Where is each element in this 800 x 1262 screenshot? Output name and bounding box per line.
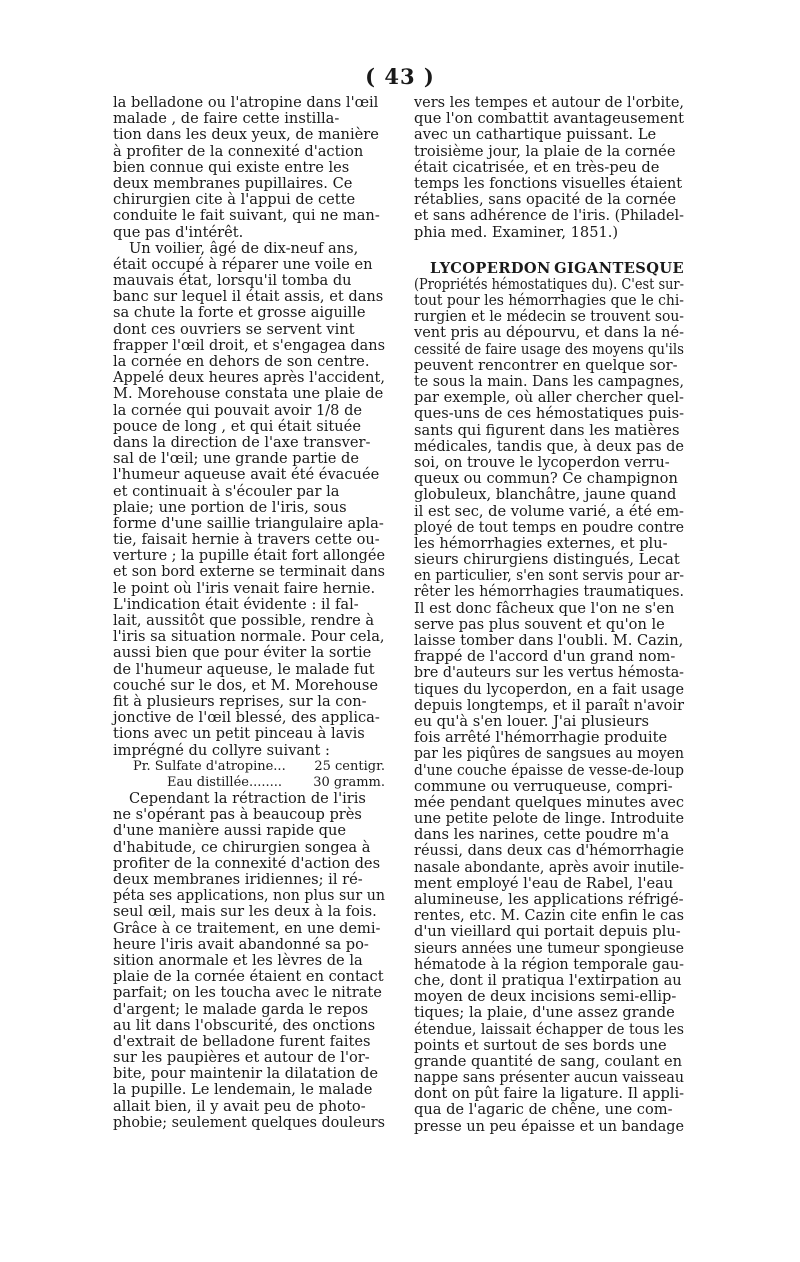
text-line: bre d'auteurs sur les vertus hémosta- [414, 664, 684, 682]
text-line: ne s'opérant pas à beaucoup près [113, 806, 362, 824]
text-line: tie, faisait hernie à travers cette ou- [113, 531, 380, 549]
text-line: pouce de long , et qui était située [113, 417, 361, 435]
text-line: ployé de tout temps en poudre contre [414, 518, 684, 536]
text-line: était occupé à réparer une voile en [113, 255, 373, 273]
text-line: seul œil, mais sur les deux à la fois. [113, 903, 377, 921]
left-paragraphs-2 [113, 791, 385, 1131]
prescription-dose-2: 30 gramm. [313, 774, 385, 790]
text-line: sieurs années une tumeur spongieuse [414, 939, 684, 957]
text-line: une petite pelote de linge. Introduite [414, 810, 684, 828]
text-line: parfait; on les toucha avec le nitrate [113, 984, 382, 1002]
text-line: l'iris sa situation normale. Pour cela, [113, 628, 385, 646]
text-line: mauvais état, lorsqu'il tomba du [113, 272, 352, 290]
section-gap [414, 241, 684, 261]
text-line: points et surtout de ses bords une [414, 1036, 667, 1054]
text-line: tiques; la plaie, d'une assez grande [414, 1004, 675, 1022]
prescription-item-2: Eau distillée........ [167, 774, 283, 790]
text-line: soi, on trouve le lycoperdon verru- [414, 453, 670, 471]
text-line: bien connue qui existe entre les [113, 158, 350, 176]
text-line: eu qu'à s'en louer. J'ai plusieurs [414, 712, 650, 730]
text-line: tion dans les deux yeux, de manière [113, 126, 379, 144]
prescription-dose-1: 25 centigr. [314, 758, 385, 774]
text-line: imprégné du collyre suivant : [113, 741, 330, 759]
text-line: le point où l'iris venait faire hernie. [113, 579, 376, 597]
text-line: et son bord externe se terminait dans [113, 563, 385, 581]
text-line: L'indication était évidente : il fal- [113, 595, 359, 613]
text-line: jonctive de l'œil blessé, des applica- [113, 709, 380, 727]
text-line: péta ses applications, non plus sur un [113, 887, 385, 905]
text-line: couché sur le dos, et M. Morehouse [113, 676, 378, 694]
text-line: queux ou commun? Ce champignon [414, 470, 678, 488]
text-line: te sous la main. Dans les campagnes, [414, 373, 684, 390]
text-line: deux membranes pupillaires. Ce [113, 174, 353, 192]
text-line: plaie de la cornée étaient en contact [113, 968, 384, 986]
text-line: vent pris au dépourvu, et dans la né- [414, 324, 684, 342]
text-line: qua de l'agaric de chêne, une com- [414, 1101, 673, 1119]
text-line: Cependant la rétraction de l'iris [129, 790, 366, 808]
text-line: grande quantité de sang, coulant en [414, 1052, 683, 1070]
text-line: et sans adhérence de l'iris. (Philadel- [414, 207, 684, 225]
text-line: tiques du lycoperdon, en a fait usage [414, 680, 684, 698]
prescription-line-1 [113, 759, 385, 775]
text-line: malade , de faire cette instilla- [113, 110, 340, 128]
text-line: presse un peu épaisse et un bandage [414, 1117, 684, 1135]
text-line: tout pour les hémorrhagies que le chi- [414, 292, 684, 310]
text-line: et continuait à s'écouler par la [113, 482, 340, 500]
text-line: temps les fonctions visuelles étaient [414, 174, 683, 192]
text-line: réussi, dans deux cas d'hémorrhagie [414, 842, 684, 860]
text-line: dont ces ouvriers se servent vint [113, 320, 355, 338]
right-paragraphs [414, 95, 684, 241]
text-line: étendue, laissait échapper de tous les [414, 1020, 684, 1038]
left-paragraphs [113, 95, 385, 759]
text-line: au lit dans l'obscurité, des onctions [113, 1016, 376, 1034]
text-line: l'humeur aqueuse avait été évacuée [113, 466, 380, 484]
text-line: verture ; la pupille était fort allongée [113, 547, 385, 565]
text-line: médicales, tandis que, à deux pas de [414, 437, 684, 455]
text-line: la cornée en dehors de son centre. [113, 353, 370, 370]
text-line: hématode à la région temporale gau- [414, 955, 684, 973]
text-line: laisse tomber dans l'oubli. M. Cazin, [414, 632, 684, 649]
text-line: les hémorrhagies externes, et plu- [414, 534, 668, 552]
text-line: troisième jour, la plaie de la cornée [414, 142, 676, 160]
text-line: depuis longtemps, et il paraît n'avoir [414, 696, 684, 714]
text-line: che, dont il pratiqua l'extirpation au [414, 971, 682, 989]
text-line: il est sec, de volume varié, a été em- [414, 502, 684, 520]
text-line: commune ou verruqueuse, compri- [414, 777, 673, 795]
text-line: dans les narines, cette poudre m'a [414, 826, 670, 844]
text-line: chirurgien cite à l'appui de cette [113, 191, 356, 209]
heading-word-1: LYCOPERDON [430, 259, 551, 277]
text-line: la pupille. Le lendemain, le malade [113, 1081, 373, 1099]
text-line: sur les paupières et autour de l'or- [113, 1049, 370, 1067]
text-line: rétablies, sans opacité de la cornée [414, 191, 677, 209]
text-line: nasale abondante, après avoir inutile- [414, 858, 684, 876]
heading-word-2: GIGANTESQUE [554, 259, 684, 277]
text-line: frapper l'œil droit, et s'engagea dans [113, 336, 385, 354]
text-line: M. Morehouse constata une plaie de [113, 385, 384, 403]
text-line: serve pas plus souvent et qu'on le [414, 615, 665, 633]
text-line: conduite le fait suivant, qui ne man- [113, 207, 380, 225]
text-line: moyen de deux incisions semi-ellip- [414, 988, 677, 1006]
text-line: ques-uns de ces hémostatiques puis- [414, 405, 684, 423]
text-line: phia med. Examiner, 1851.) [414, 223, 619, 241]
prescription-item-1: Pr. Sulfate d'atropine... [133, 758, 286, 774]
text-line: cessité de faire usage des moyens qu'ils [414, 340, 684, 358]
text-line: rentes, etc. M. Cazin cite enfin le cas [414, 907, 684, 925]
text-line: rêter les hémorrhagies traumatiques. [414, 583, 684, 601]
text-line: allait bien, il y avait peu de photo- [113, 1097, 366, 1115]
text-line: Grâce à ce traitement, en une demi- [113, 919, 381, 937]
text-line: d'une manière aussi rapide que [113, 822, 346, 840]
text-line: sants qui figurent dans les matières [414, 421, 680, 439]
text-line: d'extrait de belladone furent faites [113, 1032, 371, 1050]
text-line: ment employé l'eau de Rabel, l'eau [414, 874, 674, 892]
section-heading [414, 261, 684, 277]
text-line: deux membranes iridiennes; il ré- [113, 871, 363, 888]
text-line: plaie; une portion de l'iris, sous [113, 498, 347, 516]
text-line: dont on pût faire la ligature. Il appli- [414, 1085, 684, 1103]
text-line: à profiter de la connexité d'action [113, 142, 364, 160]
text-line: dans la direction de l'axe transver- [113, 433, 371, 451]
text-line: Il est donc fâcheux que l'on ne s'en [414, 599, 675, 617]
right-column [414, 95, 684, 1135]
text-line: globuleux, blanchâtre, jaune quand [414, 486, 677, 504]
text-line: la belladone ou l'atropine dans l'œil [113, 94, 379, 111]
text-line: aussi bien que pour éviter la sortie [113, 644, 372, 662]
text-line: vers les tempes et autour de l'orbite, [414, 94, 684, 111]
text-line: de l'humeur aqueuse, le malade fut [113, 660, 375, 678]
text-line: banc sur lequel il était assis, et dans [113, 288, 384, 306]
prescription-line-2 [113, 775, 385, 791]
text-line: bite, pour maintenir la dilatation de [113, 1065, 379, 1083]
text-line: heure l'iris avait abandonné sa po- [113, 935, 369, 953]
text-line: était cicatrisée, et en très-peu de [414, 158, 660, 176]
text-line: lait, aussitôt que possible, rendre à [113, 612, 375, 629]
text-line: fois arrêté l'hémorrhagie produite [414, 729, 668, 747]
text-line: d'argent; le malade garda le repos [113, 1000, 369, 1018]
text-line: par les piqûres de sangsues au moyen [414, 745, 684, 763]
text-line: alumineuse, les applications réfrigé- [414, 891, 684, 908]
text-line: sieurs chirurgiens distingués, Lecat [414, 551, 680, 569]
right-paragraphs-2 [414, 277, 684, 1135]
text-line: frappé de l'accord d'un grand nom- [414, 648, 676, 666]
text-line: profiter de la connexité d'action des [113, 854, 381, 872]
text-line: Appelé deux heures après l'accident, [113, 369, 385, 387]
text-line: que pas d'intérêt. [113, 223, 244, 241]
text-line: mée pendant quelques minutes avec [414, 793, 684, 811]
text-line: nappe sans présenter aucun vaisseau [414, 1069, 684, 1087]
text-line: Un voilier, âgé de dix-neuf ans, [129, 239, 359, 257]
text-line: forme d'une saillie triangulaire apla- [113, 514, 384, 532]
text-line: d'un vieillard qui portait depuis plu- [414, 923, 681, 941]
text-line: peuvent rencontrer en quelque sor- [414, 356, 678, 374]
text-line: sition anormale et les lèvres de la [113, 951, 363, 969]
text-line: par exemple, où aller chercher quel- [414, 389, 684, 407]
text-line: avec un cathartique puissant. Le [414, 126, 657, 144]
text-line: que l'on combattit avantageusement [414, 110, 684, 128]
text-line: phobie; seulement quelques douleurs [113, 1113, 385, 1131]
text-line: tions avec un petit pinceau à lavis [113, 725, 365, 743]
text-line: en particulier, s'en sont servis pour ar- [414, 567, 684, 585]
text-line: rurgien et le médecin se trouvent sou- [414, 308, 684, 326]
text-line: d'une couche épaisse de vesse-de-loup [414, 761, 684, 779]
text-line: la cornée qui pouvait avoir 1/8 de [113, 401, 363, 419]
text-line: (Propriétés hémostatiques du). C'est sur- [414, 275, 684, 293]
text-line: fit à plusieurs reprises, sur la con- [113, 692, 367, 710]
text-line: d'habitude, ce chirurgien songea à [113, 838, 371, 856]
left-column [113, 95, 385, 1131]
text-line: sa chute la forte et grosse aiguille [113, 304, 366, 322]
page-number: ( 43 ) [365, 64, 435, 89]
text-line: sal de l'œil; une grande partie de [113, 450, 360, 468]
